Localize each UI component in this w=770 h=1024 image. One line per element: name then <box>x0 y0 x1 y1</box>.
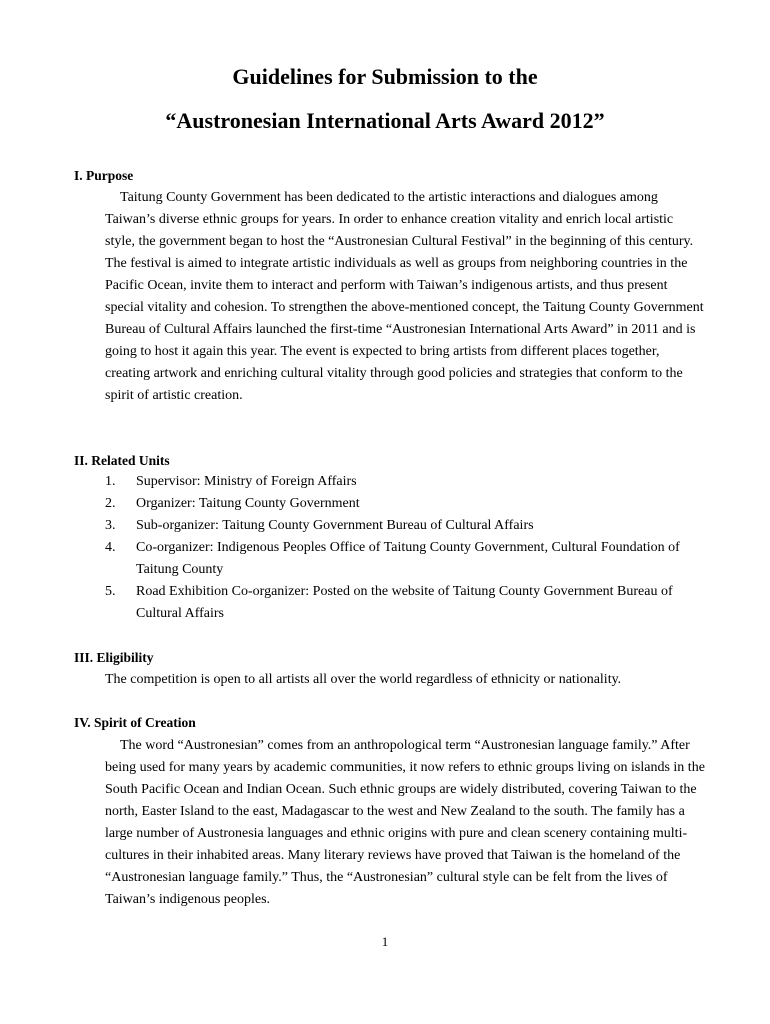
list-item-number: 5. <box>105 584 116 599</box>
spirit-paragraph: The word “Austronesian” comes from an anthropological term “Austronesian language family.” After being used for many years by academic communities, it now refers to ethnic groups living on islands in the South Pacific Ocean and Indian Ocean. Such ethnic groups are widely distributed, covering Taiwan to the north, Easter Island to the east, Madagascar to the west and New Zealand to the south. The family has a large number of Austronesia languages and ethnic origins with pure and clean scenery containing multi-cultures in their inhabited areas. Many literary reviews have proved that Taiwan is the homeland of the “Austronesian language family.” Thus, the “Austronesian” cultural style can be felt from the lives of Taiwan’s indigenous peoples. <box>105 738 705 907</box>
document-title-line2: “Austronesian International Arts Award 2012” <box>165 108 605 133</box>
list-item <box>105 471 695 493</box>
list-item-text: Organizer: Taitung County Government <box>136 496 360 511</box>
purpose-paragraph: Taitung County Government has been dedicated to the artistic interactions and dialogues among Taiwan’s diverse ethnic groups for years. In order to enhance creation vitality and enrich local artistic style, the government began to host the “Austronesian Cultural Festival” in the beginning of this century. The festival is aimed to integrate artistic individuals as well as groups from neighboring countries in the Pacific Ocean, invite them to interact and perform with Taiwan’s indigenous artists, and thus present special vitality and cohesion. To strengthen the above-mentioned concept, the Taitung County Government Bureau of Cultural Affairs launched the first-time “Austronesian International Arts Award” in 2011 and is going to host it again this year. The event is expected to bring artists from different places together, creating artwork and enriching cultural vitality through good policies and strategies that conform to the spirit of artistic creation. <box>105 190 704 403</box>
page-number: 1 <box>381 934 389 949</box>
list-item <box>105 581 695 625</box>
list-item-text: Road Exhibition Co-organizer: Posted on the website of Taitung County Government Bureau of Cultural Affairs <box>136 584 673 621</box>
list-item <box>105 537 695 581</box>
section-heading-eligibility: III. Eligibility <box>74 650 154 665</box>
section-heading-purpose: I. Purpose <box>74 168 134 183</box>
related-units-list <box>105 471 695 625</box>
document-title-line1: Guidelines for Submission to the <box>232 64 538 89</box>
list-item-number: 2. <box>105 496 116 511</box>
list-item-number: 3. <box>105 518 116 533</box>
list-item <box>105 493 695 515</box>
list-item <box>105 515 695 537</box>
list-item-text: Supervisor: Ministry of Foreign Affairs <box>136 474 357 489</box>
list-item-number: 1. <box>105 474 116 489</box>
list-item-text: Co-organizer: Indigenous Peoples Office of Taitung County Government, Cultural Foundation of Taitung County <box>136 540 680 577</box>
section-heading-related-units: II. Related Units <box>74 453 170 468</box>
eligibility-paragraph: The competition is open to all artists all over the world regardless of ethnicity or nationality. <box>105 672 622 687</box>
section-heading-spirit-of-creation: IV. Spirit of Creation <box>74 715 196 730</box>
list-item-text: Sub-organizer: Taitung County Government Bureau of Cultural Affairs <box>136 518 534 533</box>
list-item-number: 4. <box>105 540 116 555</box>
